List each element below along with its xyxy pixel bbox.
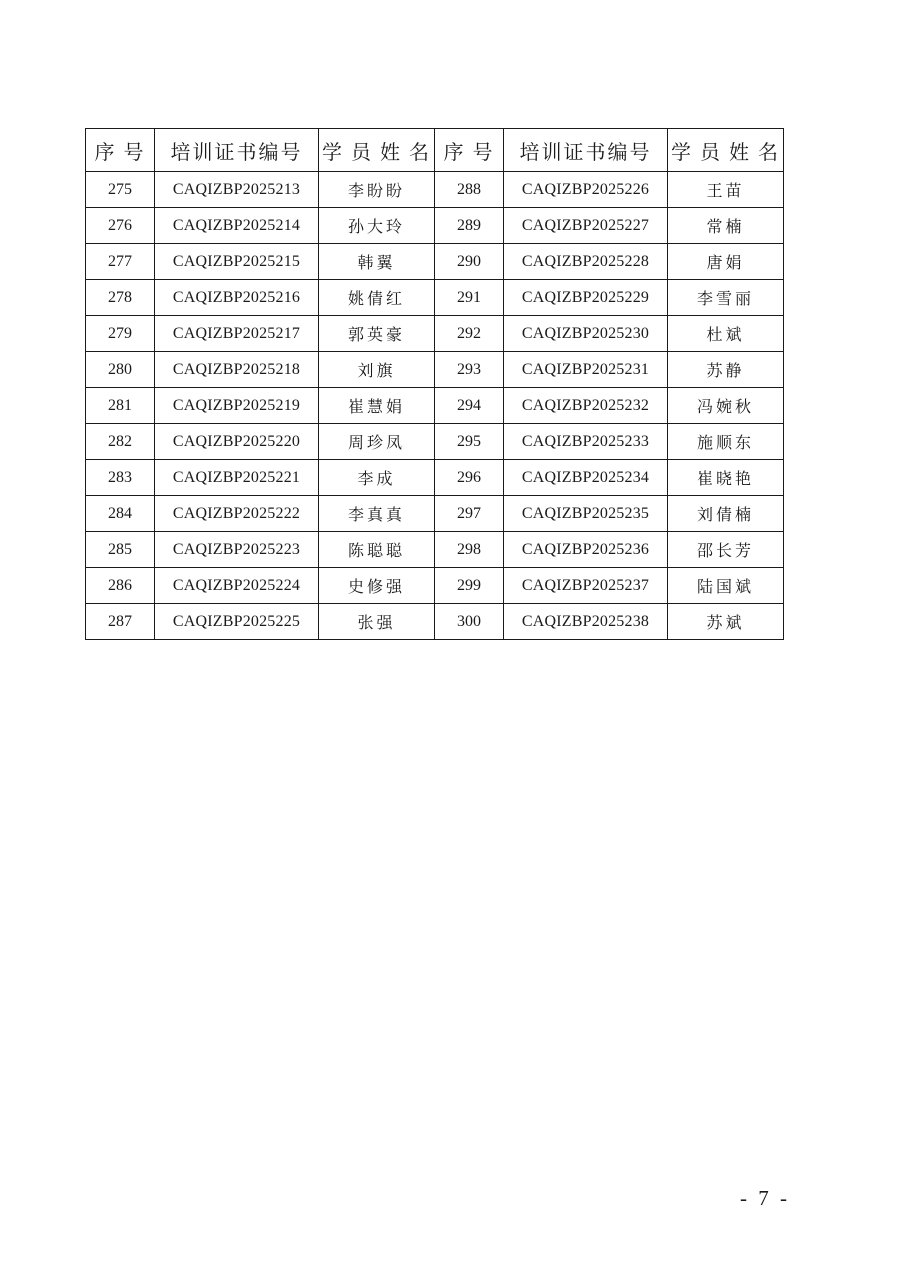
- cell-name-right: 邵长芳: [668, 532, 784, 568]
- table-header-row: [86, 129, 784, 172]
- cell-seq-right: 288: [435, 172, 504, 208]
- table-row: [86, 172, 784, 208]
- cell-name-right: 刘倩楠: [668, 496, 784, 532]
- column-header-seq-left: 序 号: [86, 129, 155, 172]
- cell-certificate-right: CAQIZBP2025227: [504, 208, 668, 244]
- cell-certificate-left: CAQIZBP2025215: [155, 244, 319, 280]
- cell-certificate-left: CAQIZBP2025219: [155, 388, 319, 424]
- cell-name-right: 苏斌: [668, 604, 784, 640]
- table-row: [86, 280, 784, 316]
- cell-name-right: 施顺东: [668, 424, 784, 460]
- cell-seq-right: 299: [435, 568, 504, 604]
- table-row: [86, 568, 784, 604]
- cell-certificate-left: CAQIZBP2025225: [155, 604, 319, 640]
- cell-name-right: 唐娟: [668, 244, 784, 280]
- cell-name-left: 崔慧娟: [319, 388, 435, 424]
- cell-name-left: 孙大玲: [319, 208, 435, 244]
- cell-seq-left: 284: [86, 496, 155, 532]
- cell-seq-left: 283: [86, 460, 155, 496]
- cell-certificate-right: CAQIZBP2025232: [504, 388, 668, 424]
- column-header-seq-right: 序 号: [435, 129, 504, 172]
- cell-name-left: 史修强: [319, 568, 435, 604]
- cell-seq-right: 289: [435, 208, 504, 244]
- table-row: [86, 352, 784, 388]
- cell-seq-left: 280: [86, 352, 155, 388]
- cell-seq-left: 276: [86, 208, 155, 244]
- cell-seq-left: 282: [86, 424, 155, 460]
- cell-certificate-right: CAQIZBP2025234: [504, 460, 668, 496]
- cell-certificate-left: CAQIZBP2025217: [155, 316, 319, 352]
- cell-name-right: 李雪丽: [668, 280, 784, 316]
- table-row: [86, 208, 784, 244]
- table-row: [86, 316, 784, 352]
- cell-name-right: 苏静: [668, 352, 784, 388]
- cell-name-left: 刘旗: [319, 352, 435, 388]
- trainee-roster-table-wrapper: [85, 128, 778, 640]
- cell-certificate-left: CAQIZBP2025218: [155, 352, 319, 388]
- trainee-roster-table: [85, 128, 784, 640]
- cell-certificate-right: CAQIZBP2025233: [504, 424, 668, 460]
- cell-name-right: 杜斌: [668, 316, 784, 352]
- cell-certificate-right: CAQIZBP2025237: [504, 568, 668, 604]
- cell-name-right: 冯婉秋: [668, 388, 784, 424]
- cell-seq-right: 295: [435, 424, 504, 460]
- cell-certificate-left: CAQIZBP2025216: [155, 280, 319, 316]
- cell-seq-right: 300: [435, 604, 504, 640]
- cell-seq-left: 287: [86, 604, 155, 640]
- cell-certificate-right: CAQIZBP2025228: [504, 244, 668, 280]
- cell-name-left: 郭英豪: [319, 316, 435, 352]
- table-row: [86, 424, 784, 460]
- cell-name-left: 韩翼: [319, 244, 435, 280]
- cell-name-right: 王苗: [668, 172, 784, 208]
- cell-seq-left: 285: [86, 532, 155, 568]
- cell-seq-right: 296: [435, 460, 504, 496]
- cell-certificate-right: CAQIZBP2025229: [504, 280, 668, 316]
- table-row: [86, 604, 784, 640]
- column-header-certificate-right: 培训证书编号: [504, 129, 668, 172]
- cell-name-right: 崔晓艳: [668, 460, 784, 496]
- cell-certificate-right: CAQIZBP2025231: [504, 352, 668, 388]
- cell-certificate-left: CAQIZBP2025213: [155, 172, 319, 208]
- cell-certificate-right: CAQIZBP2025235: [504, 496, 668, 532]
- cell-name-right: 陆国斌: [668, 568, 784, 604]
- cell-name-left: 张强: [319, 604, 435, 640]
- cell-seq-right: 298: [435, 532, 504, 568]
- table-header: [86, 129, 784, 172]
- cell-certificate-left: CAQIZBP2025224: [155, 568, 319, 604]
- cell-seq-right: 291: [435, 280, 504, 316]
- table-row: [86, 460, 784, 496]
- cell-seq-right: 294: [435, 388, 504, 424]
- cell-seq-right: 293: [435, 352, 504, 388]
- column-header-certificate-left: 培训证书编号: [155, 129, 319, 172]
- cell-seq-left: 286: [86, 568, 155, 604]
- cell-name-left: 李盼盼: [319, 172, 435, 208]
- cell-seq-left: 281: [86, 388, 155, 424]
- cell-seq-right: 290: [435, 244, 504, 280]
- cell-seq-left: 279: [86, 316, 155, 352]
- cell-seq-left: 275: [86, 172, 155, 208]
- table-body: [86, 172, 784, 640]
- cell-seq-left: 278: [86, 280, 155, 316]
- cell-name-left: 李真真: [319, 496, 435, 532]
- cell-certificate-left: CAQIZBP2025220: [155, 424, 319, 460]
- cell-certificate-left: CAQIZBP2025221: [155, 460, 319, 496]
- cell-seq-right: 292: [435, 316, 504, 352]
- cell-certificate-left: CAQIZBP2025222: [155, 496, 319, 532]
- cell-seq-left: 277: [86, 244, 155, 280]
- cell-certificate-right: CAQIZBP2025238: [504, 604, 668, 640]
- column-header-name-right: 学 员 姓 名: [668, 129, 784, 172]
- table-row: [86, 388, 784, 424]
- cell-name-left: 姚倩红: [319, 280, 435, 316]
- cell-certificate-right: CAQIZBP2025236: [504, 532, 668, 568]
- cell-name-right: 常楠: [668, 208, 784, 244]
- cell-certificate-left: CAQIZBP2025223: [155, 532, 319, 568]
- table-row: [86, 244, 784, 280]
- table-row: [86, 496, 784, 532]
- cell-certificate-right: CAQIZBP2025226: [504, 172, 668, 208]
- cell-certificate-right: CAQIZBP2025230: [504, 316, 668, 352]
- table-row: [86, 532, 784, 568]
- cell-certificate-left: CAQIZBP2025214: [155, 208, 319, 244]
- cell-name-left: 陈聪聪: [319, 532, 435, 568]
- cell-name-left: 李成: [319, 460, 435, 496]
- page-number: - 7 -: [740, 1186, 790, 1210]
- cell-seq-right: 297: [435, 496, 504, 532]
- column-header-name-left: 学 员 姓 名: [319, 129, 435, 172]
- cell-name-left: 周珍凤: [319, 424, 435, 460]
